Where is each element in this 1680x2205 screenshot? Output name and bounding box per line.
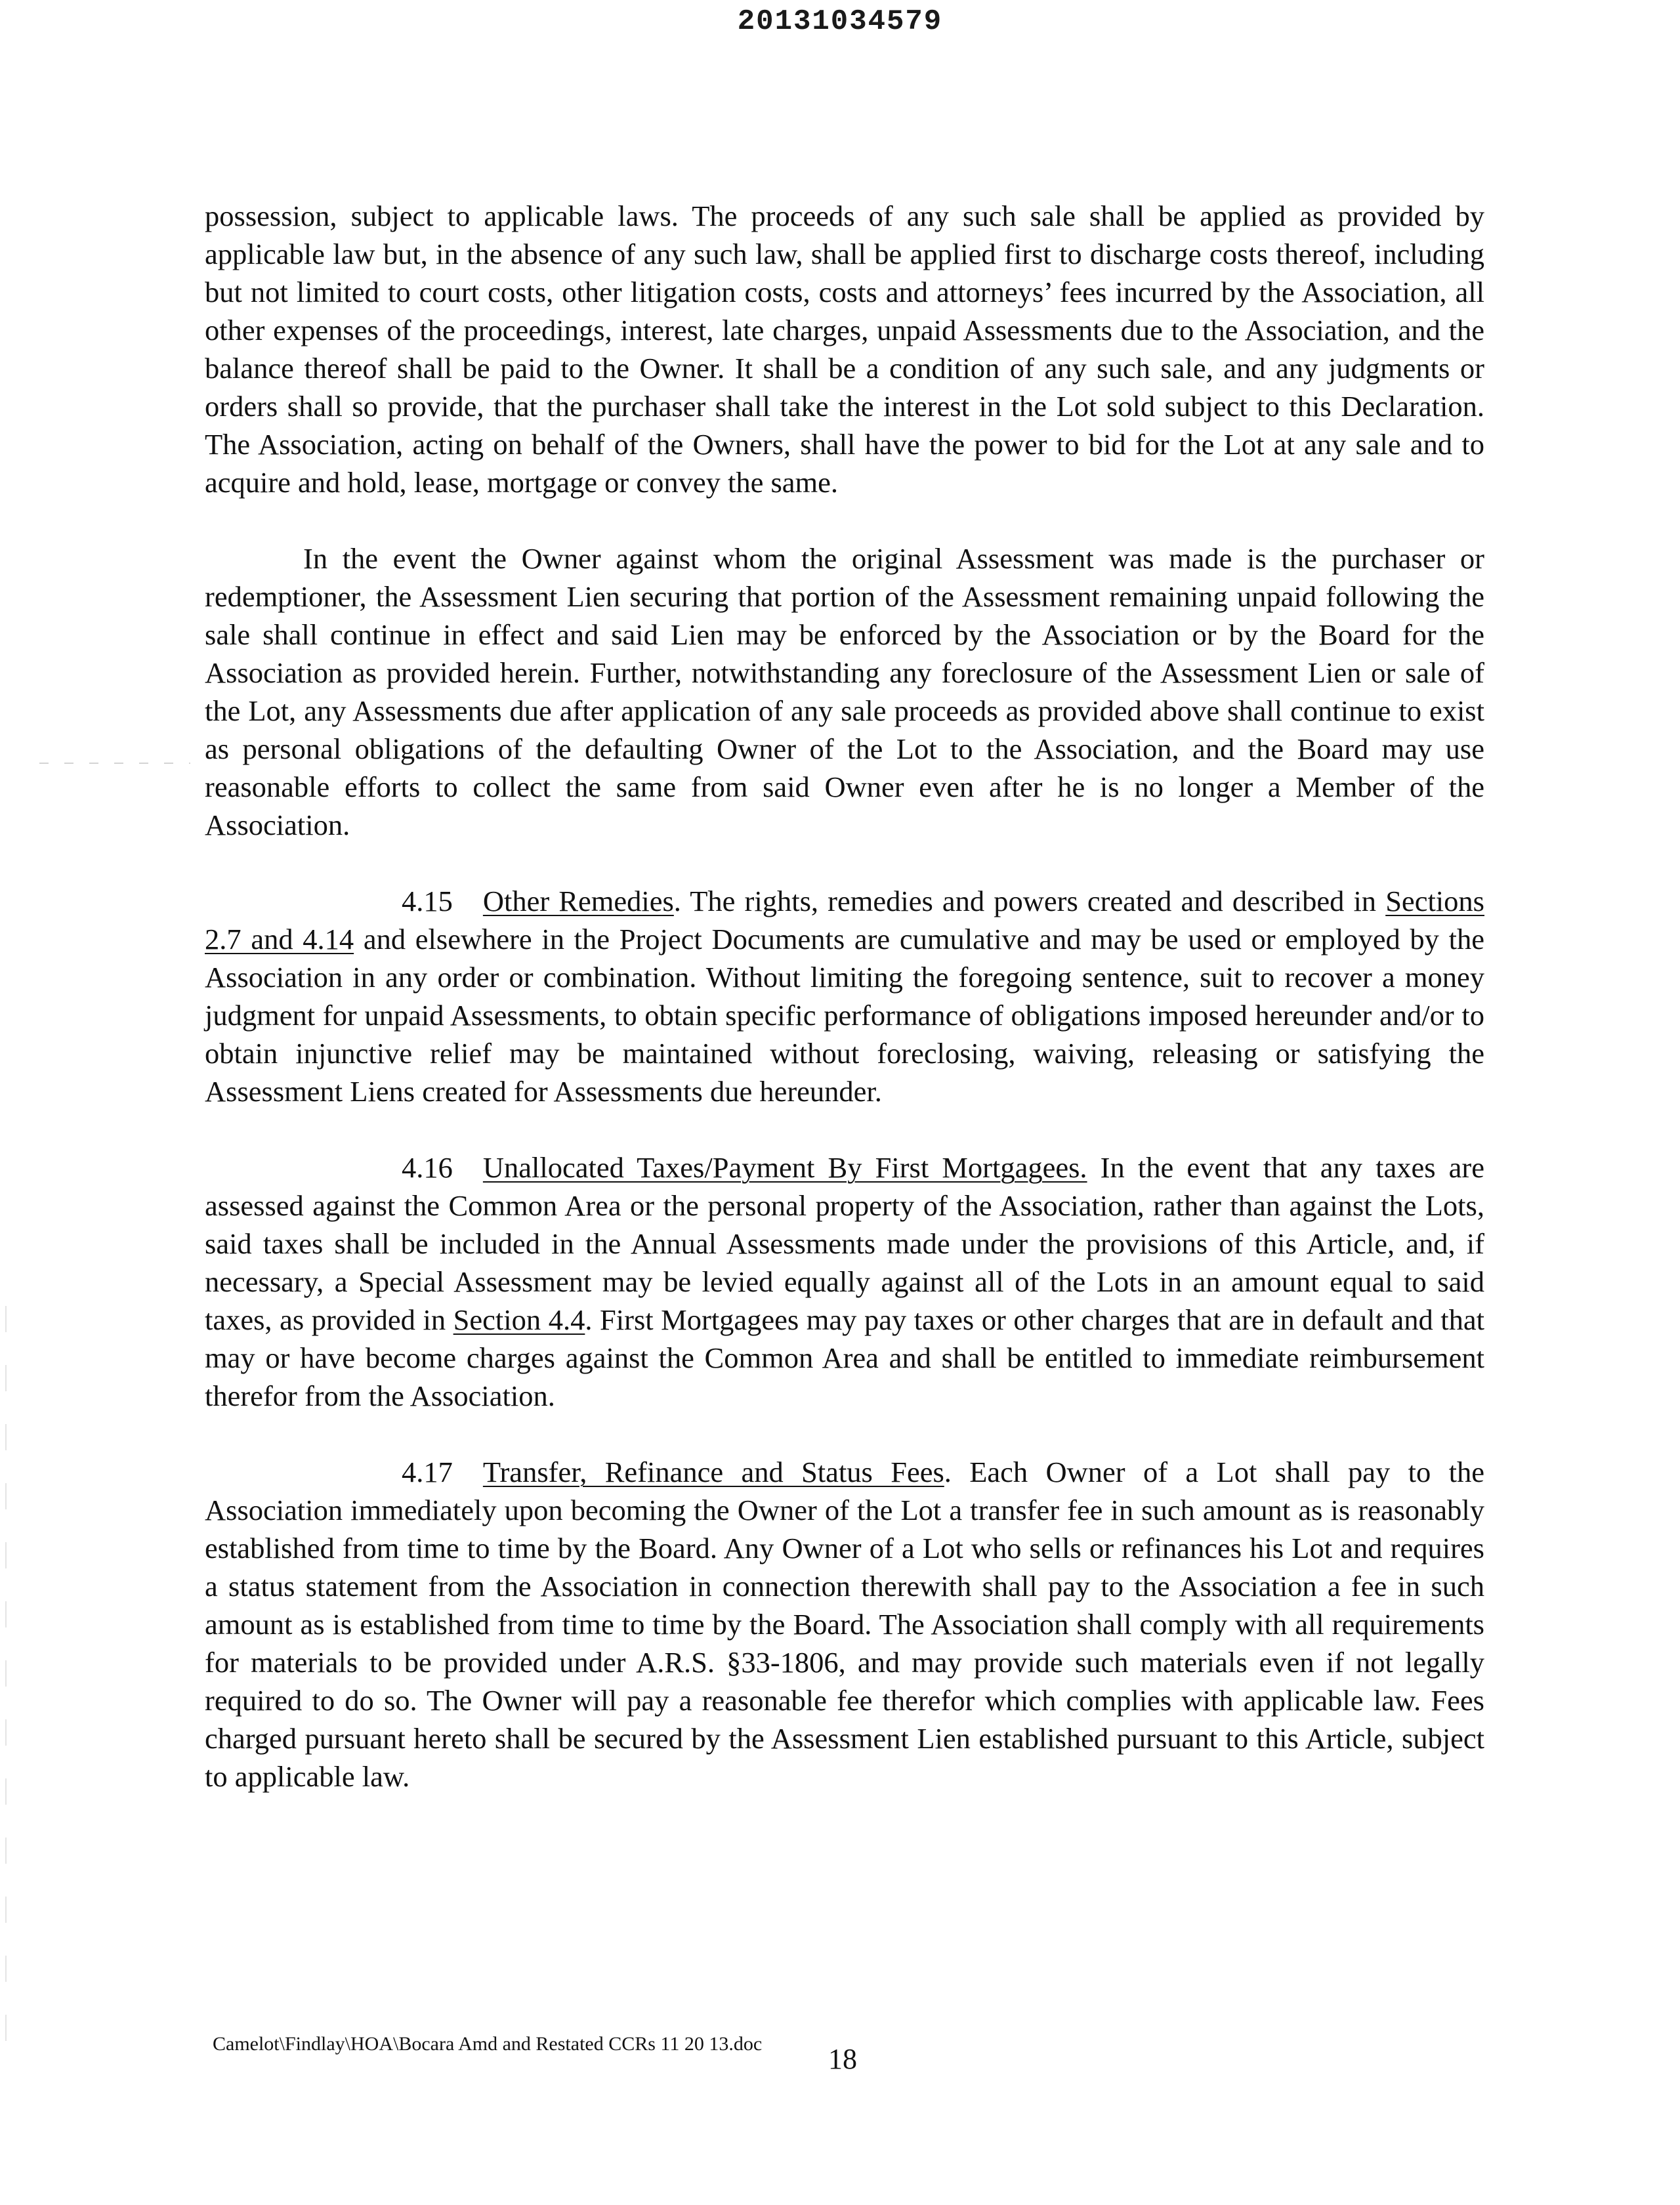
section-heading-period: .: [944, 1456, 952, 1488]
section-reference: Section 4.4: [453, 1303, 585, 1336]
document-body: [205, 197, 1484, 1834]
section-number: 4.16: [402, 1151, 453, 1184]
paragraph-continuation: possession, subject to applicable laws. The proceeds of any such sale shall be applied as provided by applicable law but, in the absence of any such law, shall be applied first to discharge costs thereof, including but not limited to court costs, other litigation costs, costs and attorneys’ fees incurred by the Association, all other expenses of the proceedings, interest, late charges, unpaid Assessments due to the Association, and the balance thereof shall be paid to the Owner. It shall be a condition of any such sale, and any judgments or orders shall so provide, that the purchaser shall take the interest in the Lot sold subject to this Declaration. The Association, acting on behalf of the Owners, shall have the power to bid for the Lot at any sale and to acquire and hold, lease, mortgage or convey the same.: [205, 200, 1484, 499]
section-heading: Unallocated Taxes/Payment By First Mortgagees.: [482, 1151, 1087, 1184]
section-4-15: [205, 882, 1484, 1110]
section-number: 4.17: [402, 1456, 453, 1488]
scan-edge-artifact: [5, 1306, 7, 2054]
section-heading: Other Remedies: [482, 885, 674, 917]
footer-file-path: Camelot\Findlay\HOA\Bocara Amd and Restated CCRs 11 20 13.doc: [213, 2033, 763, 2055]
section-number: 4.15: [402, 885, 453, 917]
section-text: In the event that any taxes are assessed against the Common Area or the personal property of the Association, rather than against the Lots, said taxes shall be included in the Annual Assessments made under the provisions of this Article, and, if necessary, a Special Assessment may be levied equally against all of the Lots in an amount equal to said taxes, as provided in: [205, 1151, 1484, 1336]
section-text: and elsewhere in the Project Documents are cumulative and may be used or employed by the Association in any order or combination. Without limiting the foregoing sentence, suit to recover a money judgment for unpaid Assessments, to obtain specific performance of obligations imposed hereunder and/or to obtain injunctive relief may be maintained without foreclosing, waiving, releasing or satisfying the Assessment Liens created for Assessments due hereunder.: [205, 923, 1484, 1108]
paragraph-redemptioner: In the event the Owner against whom the original Assessment was made is the purchaser or redemptioner, the Assessment Lien securing that portion of the Assessment remaining unpaid following the sale shall continue in effect and said Lien may be enforced by the Association or by the Board for the Association as provided herein. Further, notwithstanding any foreclosure of the Assessment Lien or sale of the Lot, any Assessments due after application of any sale proceeds as provided above shall continue to exist as personal obligations of the defaulting Owner of the Lot to the Association, and the Board may use reasonable efforts to collect the same from said Owner even after he is no longer a Member of the Association.: [205, 542, 1484, 841]
scan-artifact-marks: [39, 763, 190, 764]
section-text: . First Mortgagees may pay taxes or other charges that are in default and that may or have become charges against the Common Area and shall be entitled to immediate reimbursement therefor from the Association.: [205, 1303, 1484, 1412]
recording-number: 20131034579: [737, 5, 943, 38]
section-heading: Transfer, Refinance and Status Fees: [482, 1456, 944, 1488]
section-text: The rights, remedies and powers created and described in: [681, 885, 1386, 917]
section-heading-period: .: [673, 885, 681, 917]
section-reference: Sections 2.7 and 4.14: [205, 885, 1484, 956]
section-text: Each Owner of a Lot shall pay to the Association immediately upon becoming the Owner of the Lot a transfer fee in such amount as is reasonably established from time to time by the Board. Any Owner of a Lot who sells or refinances his Lot and requires a status statement from the Association in connection therewith shall pay to the Association a fee in such amount as is established from time to time by the Board. The Association shall comply with all requirements for materials to be provided under A.R.S. §33-1806, and may provide such materials even if not legally required to do so. The Owner will pay a reasonable fee therefor which complies with applicable law. Fees charged pursuant hereto shall be secured by the Assessment Lien established pursuant to this Article, subject to applicable law.: [205, 1456, 1484, 1793]
section-4-17: [205, 1453, 1484, 1796]
page-number: 18: [828, 2043, 857, 2075]
section-4-16: [205, 1148, 1484, 1415]
